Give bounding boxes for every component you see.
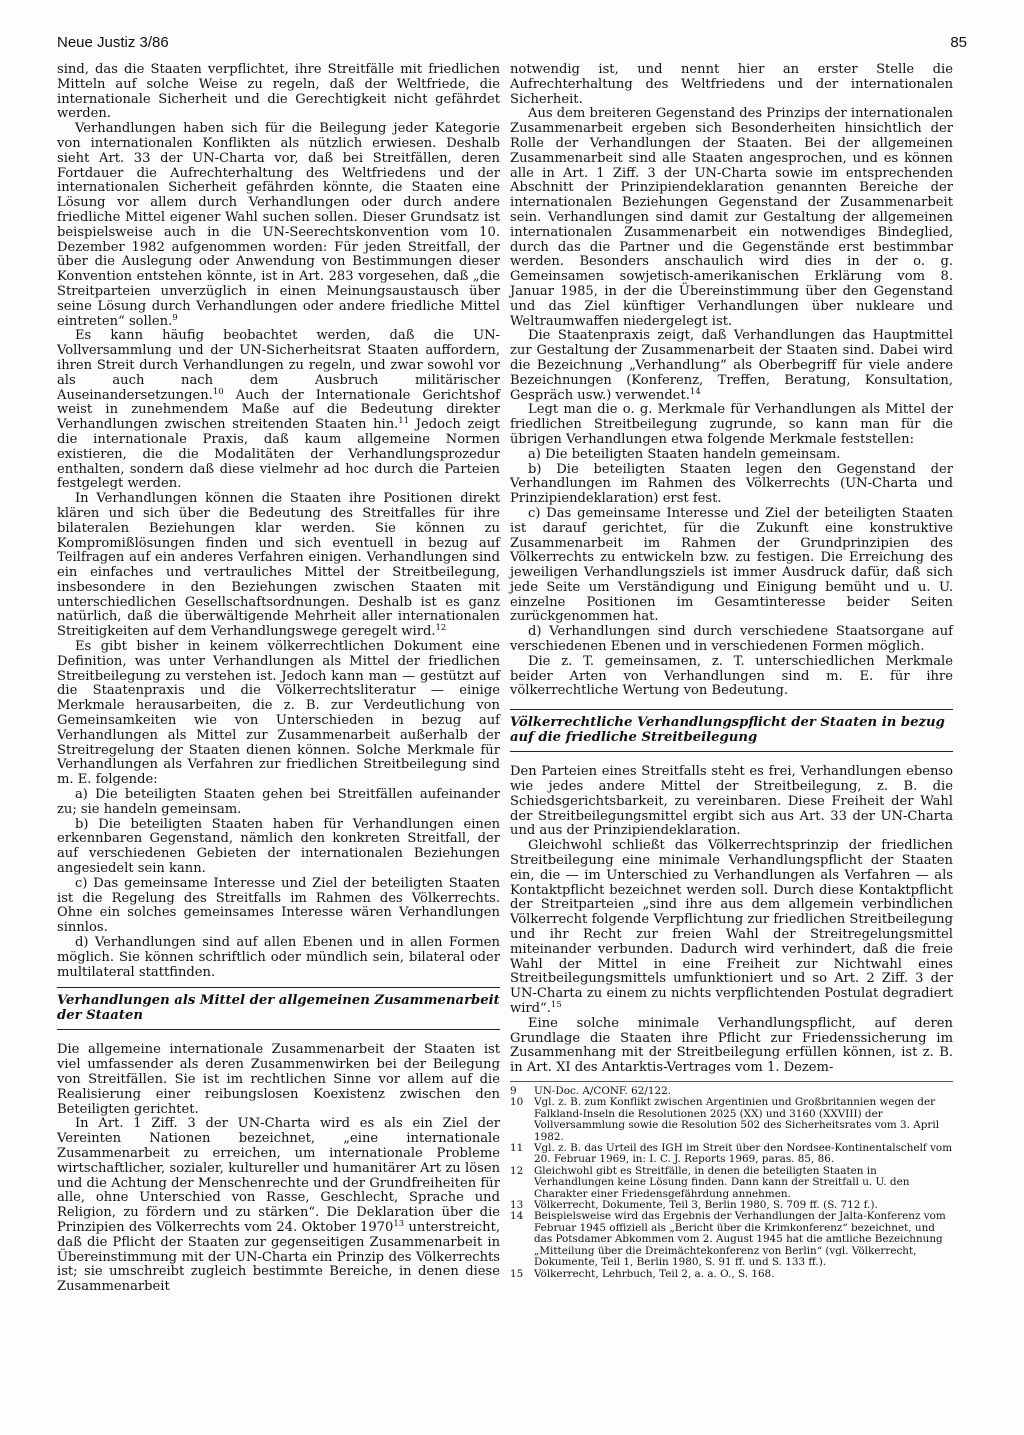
footnote (510, 1211, 953, 1268)
footnotes (510, 1081, 953, 1280)
paragraph-text: Verhandlungen haben sich für die Beilegung jeder Kategorie von internationalen Konflikten als nützlich erwiesen. Deshalb sieht Art. 33 der UN-Charta vor, daß bei Streitfällen, deren Fortdauer die Aufrechterhaltung des Weltfriedens und der internationalen Sicherheit gefährden könnte, die Staaten eine Lösung vor allem durch Verhandlungen oder durch andere friedliche Mittel eigener Wahl suchen sollen. Dieser Grundsatz ist beispielsweise auch in die UN-Seerechtskonvention vom 10. Dezember 1982 aufgenommen worden: Für jeden Streitfall, der über die Auslegung oder Anwendung von Bestimmungen dieser Konvention entstehen könnte, ist in Art. 283 vorgesehen, daß „die Streitparteien unverzüglich in einen Meinungsaustausch über seine Lösung durch Verhandlungen oder andere friedliche Mittel eintreten“ sollen. (57, 121, 500, 329)
footnote-number: 9 (510, 1085, 517, 1097)
paragraph: Aus dem breiteren Gegenstand des Prinzips der internationalen Zusammenarbeit ergeben sich Besonderheiten hinsichtlich der Rolle der Verhandlungen der Staaten. Bei der allgemeinen Zusammenarbeit sind alle Staaten angesprochen, und es können alle in Art. 1 Ziff. 3 der UN-Charta sowie im entsprechenden Abschnitt der Prinzipiendeklaration genannten Bereiche der internationalen Beziehungen Gegenstand der Zusammenarbeit sein. Verhandlungen sind damit zur Gestaltung der allgemeinen internationalen Zusammenarbeit ein notwendiges Bindeglied, durch das die Partner und die Gegenstände erst bestimmbar werden. Besonders anschaulich wird dies in der o. g. Gemeinsamen sowjetisch-amerikanischen Erklärung vom 8. Januar 1985, in der die Übereinstimmung über den Gegenstand und das Ziel künftiger Verhandlungen über nukleare und Weltraumwaffen niedergelegt ist. (510, 106, 953, 329)
list-item: b) Die beteiligten Staaten haben für Verhandlungen einen erkennbaren Gegenstand, nämlich den konkreten Streitfall, der auf verschiedenen Gebieten der internationalen Beziehungen angesiedelt sein kann. (57, 816, 500, 877)
footnote-ref: 11 (398, 416, 410, 427)
paragraph: Die z. T. gemeinsamen, z. T. unterschiedlichen Merkmale beider Arten von Verhandlungen sind m. E. für ihre völkerrechtliche Wertung von Bedeutung. (510, 653, 953, 699)
paragraph-text: In Verhandlungen können die Staaten ihre Positionen direkt klären und sich über die Bedeutung des Streitfalles für ihre bilateralen Beziehungen klar werden. Sie können zu Kompromißlösungen finden und sich eventuell in bezug auf Teilfragen auf ein anderes Verfahren einigen. Verhandlungen sind ein einfaches und vertrauliches Mittel der Streitbeilegung, insbesondere in den Beziehungen zwischen Staaten mit unterschiedlichen Gesellschaftsordnungen. Deshalb ist es ganz natürlich, daß die überwältigende Mehrheit aller internationalen Streitigkeiten auf dem Verhandlungswege geregelt wird. (57, 491, 500, 640)
section-heading: Völkerrechtliche Verhandlungspflicht der Staaten in bezug auf die friedliche Streitbeilegung (510, 709, 953, 752)
paragraph: Legt man die o. g. Merkmale für Verhandlungen als Mittel der friedlichen Streitbeilegung zugrunde, so kann man für die übrigen Verhandlungen etwa folgende Merkmale feststellen: (510, 402, 953, 447)
paragraph (510, 329, 953, 403)
footnote-ref: 13 (393, 1218, 405, 1229)
footnote-text: Beispielsweise wird das Ergebnis der Verhandlungen der Jalta-Konferenz vom Februar 1945 offiziell als „Bericht über die Krimkonferenz“ bezeichnet, und das Potsdamer Abkommen vom 2. August 1945 hat die amtliche Bezeichnung „Mitteilung über die Dreimächtekonferenz von Berlin“ (vgl. Völkerrecht, Dokumente, Teil 1, Berlin 1980, S. 91 ff. und S. 133 ff.). (534, 1210, 946, 1269)
paragraph-text: Auch der Internationale Gerichtshof weist in zunehmendem Maße auf die Bedeutung direkter Verhandlungen zwischen streitenden Staaten hin. (57, 387, 500, 433)
footnote (510, 1097, 953, 1143)
footnote-number: 15 (510, 1267, 524, 1280)
paragraph (57, 122, 500, 329)
footnote-ref: 14 (689, 386, 701, 397)
list-item: b) Die beteiligten Staaten legen den Gegenstand der Verhandlungen im Rahmen des Völkerrechts (UN-Charta und Prinzipiendeklaration) erst fest. (510, 461, 953, 507)
paragraph: sind, das die Staaten verpflichtet, ihre Streitfälle mit friedlichen Mitteln auf solche Weise zu regeln, daß der Weltfriede, die internationale Sicherheit und die Gerechtigkeit nicht gefährdet werden. (57, 62, 500, 122)
paragraph: Eine solche minimale Verhandlungspflicht, auf deren Grundlage die Staaten ihre Pflicht zur Friedenssicherung im Zusammenhang mit der Streitbeilegung erfüllen können, ist z. B. in Art. XI des Antarktis-Vertrages vom 1. Dezem- (510, 1015, 953, 1076)
right-column (510, 63, 953, 1280)
list-item: d) Verhandlungen sind durch verschiedene Staatsorgane auf verschiedenen Ebenen und in verschiedenen Formen möglich. (510, 624, 953, 655)
paragraph-text: In Art. 1 Ziff. 3 der UN-Charta wird es als ein Ziel der Vereinten Nationen bezeichnet, „eine internationale Zusammenarbeit zu erreichen, um internationale Probleme wirtschaftlicher, sozialer, kultureller und humanitärer Art zu lösen und die Achtung der Menschenrechte und der Grundfreiheiten für alle, ohne Unterschied von Rasse, Geschlecht, Sprache und Religion, zu fördern und zu stärken“. Die Deklaration über die Prinzipien des Völkerrechts vom 24. Oktober 1970 (57, 1116, 500, 1235)
section-heading: Verhandlungen als Mittel der allgemeinen Zusammenarbeit der Staaten (57, 987, 500, 1030)
footnote-ref: 15 (550, 1000, 562, 1011)
paragraph (57, 1117, 500, 1295)
page-header (57, 34, 967, 51)
paragraph: Die allgemeine internationale Zusammenarbeit der Staaten ist viel umfassender als deren Zusammenwirken bei der Beilegung von Streitfällen. Sie ist im rechtlichen Sinne vor allem auf die Realisierung einer reibungslosen Koexistenz zwischen den Beteiligten gerichtet. (57, 1042, 500, 1117)
footnote-text: UN-Doc. A/CONF. 62/122. (534, 1085, 671, 1097)
paragraph-text: Jedoch zeigt die internationale Praxis, daß kaum allgemeine Normen existieren, die die Modalitäten der Verhandlungsprozedur enthalten, sondern daß diese vielmehr ad hoc durch die Parteien festgelegt werden. (57, 417, 500, 492)
footnote (510, 1166, 953, 1200)
footnote-ref: 10 (212, 386, 224, 397)
paragraph: notwendig ist, und nennt hier an erster Stelle die Aufrechterhaltung des Weltfriedens und der internationalen Sicherheit. (510, 62, 953, 107)
footnote-number: 12 (510, 1164, 524, 1177)
footnote-text: Völkerrecht, Lehrbuch, Teil 2, a. a. O., S. 168. (534, 1267, 775, 1280)
paragraph-text: unterstreicht, daß die Pflicht der Staaten zur gegenseitigen Zusammenarbeit in Übereinstimmung mit der UN-Charta ein Prinzip des Völkerrechts ist; sie umschreibt zugleich bestimmte Bereiche, in denen diese Zusammenarbeit (57, 1219, 500, 1295)
paragraph (57, 329, 500, 492)
footnote-text: Vgl. z. B. das Urteil des IGH im Streit über den Nordsee-Kontinentalschelf vom 20. Februar 1969, in: I. C. J. Reports 1969, paras. 85, 86. (534, 1142, 953, 1166)
paragraph-text: Gleichwohl schließt das Völkerrechtsprinzip der friedlichen Streitbeilegung eine minimale Verhandlungspflicht der Staaten ein, die — im Unterschied zu Verhandlungen als Verfahren — als Kontaktpflicht bezeichnet werden soll. Durch diese Kontaktpflicht der Streitparteien „sind ihre aus dem allgemein verbindlichen Völkerrecht folgende Verpflichtung zur friedlichen Streitbeilegung und ihr Recht zur freien Wahl der Streitregelungsmittel miteinander verbunden. Dadurch wird verhindert, daß die freie Wahl der Mittel in eine Freiheit zur Nichtwahl eines Streitbeilegungsmittels umfunktioniert und so Art. 2 Ziff. 3 der UN-Charta zu einem zu nichts verpflichtenden Postulat degradiert wird“. (510, 838, 953, 1017)
footnote-number: 11 (510, 1142, 524, 1155)
page-number: 85 (950, 34, 967, 51)
footnote-number: 10 (510, 1096, 524, 1109)
paragraph: Es gibt bisher in keinem völkerrechtlichen Dokument eine Definition, was unter Verhandlungen als Mittel der friedlichen Streitbeilegung zu verstehen ist. Jedoch kann man — gestützt auf die Staatenpraxis und die Völkerrechtsliteratur — einige Merkmale herausarbeiten, die z. B. zur Verdeutlichung von Gemeinsamkeiten wie von Unterschieden in bezug auf Verhandlungen als Mittel zur Zusammenarbeit außerhalb der Streitregelung der Staaten dienen können. Solche Merkmale für Verhandlungen als Verfahren zur friedlichen Streitbeilegung sind m. E. folgende: (57, 639, 500, 788)
paragraph-text: Die Staatenpraxis zeigt, daß Verhandlungen das Hauptmittel zur Gestaltung der Zusammenarbeit der Staaten sind. Dabei wird die Bezeichnung „Verhandlung“ als Oberbegriff für viele andere Bezeichnungen (Konferenz, Treffen, Beratung, Konsultation, Gespräch usw.) verwendet. (510, 328, 953, 403)
footnote-ref: 12 (435, 623, 447, 634)
footnote (510, 1269, 953, 1280)
paragraph (510, 839, 953, 1017)
paragraph (57, 492, 500, 640)
left-column (57, 63, 500, 1295)
list-item: a) Die beteiligten Staaten handeln gemeinsam. (528, 446, 841, 462)
footnote-number: 14 (510, 1210, 524, 1223)
footnote-ref: 9 (172, 312, 178, 323)
footnote-text: Völkerrecht, Dokumente, Teil 3, Berlin 1980, S. 709 ff. (S. 712 f.). (534, 1199, 878, 1212)
paragraph-text: Es kann häufig beobachtet werden, daß die UN-Vollversammlung und der UN-Sicherheitsrat Staaten auffordern, ihren Streit durch Verhandlungen zu regeln, und zwar sowohl vor als auch nach dem Ausbruch militärischer Auseinandersetzungen. (57, 328, 500, 403)
footnote-number: 13 (510, 1199, 524, 1212)
paragraph: Den Parteien eines Streitfalls steht es frei, Verhandlungen ebenso wie jedes andere Mittel der Streitbeilegung, z. B. die Schiedsgerichtsbarkeit, zu vereinbaren. Diese Freiheit der Wahl der Streitbeilegungsmittel ergibt sich aus Art. 33 der UN-Charta und aus der Prinzipiendeklaration. (510, 764, 953, 839)
journal-title: Neue Justiz 3/86 (57, 34, 169, 51)
list-item: c) Das gemeinsame Interesse und Ziel der beteiligten Staaten ist die Regelung des Streitfalls im Rahmen des Völkerrechts. Ohne ein solches gemeinsames Interesse wären Verhandlungen sinnlos. (57, 875, 500, 936)
list-item: a) Die beteiligten Staaten gehen bei Streitfällen aufeinander zu; sie handeln gemeinsam. (57, 787, 500, 817)
footnote-text: Vgl. z. B. zum Konflikt zwischen Argentinien und Großbritannien wegen der Falkland-Inseln die Resolutionen 2025 (XX) und 3160 (XXVIII) der Vollversammlung sowie die Resolution 502 des Sicherheitsrates vom 3. April 1982. (534, 1096, 940, 1143)
footnote-text: Gleichwohl gibt es Streitfälle, in denen die beteiligten Staaten in Verhandlungen keine Lösung finden. Dann kann der Streitfall u. U. den Charakter einer Friedensgefährdung annehmen. (534, 1164, 910, 1200)
list-item: d) Verhandlungen sind auf allen Ebenen und in allen Formen möglich. Sie können schriftlich oder mündlich sein, bilateral oder multilateral stattfinden. (57, 935, 500, 980)
list-item: c) Das gemeinsame Interesse und Ziel der beteiligten Staaten ist darauf gerichtet, für die Zukunft eine konstruktive Zusammenarbeit im Rahmen der Grundprinzipien des Völkerrechts zu entwickeln bzw. zu festigen. Die Erreichung des jeweiligen Verhandlungsziels ist immer Ausdruck dafür, daß sich jede Seite um Verständigung und Einigung bemüht und u. U. einzelne Positionen im Gesamtinteresse beider Seiten zurückgenommen hat. (510, 505, 953, 625)
footnote (510, 1143, 953, 1166)
